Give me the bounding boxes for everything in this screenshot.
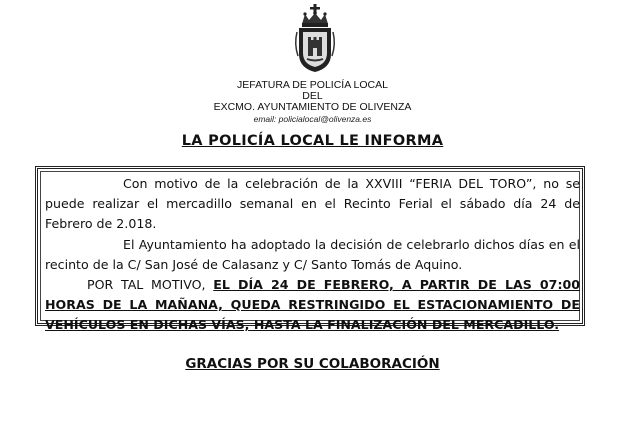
coat-of-arms-icon xyxy=(293,4,337,74)
header-line-department: JEFATURA DE POLICÍA LOCAL xyxy=(237,79,388,91)
notice-paragraph-3-intro: POR TAL MOTIVO, xyxy=(87,277,214,292)
notice-paragraph-2: El Ayuntamiento ha adoptado la decisión de celebrarlo dichos días en el recinto de la C/ San José de Calasanz y C/ Santo Tomás de Aquino. xyxy=(45,237,580,272)
closing-message: GRACIAS POR SU COLABORACIÓN xyxy=(185,356,440,372)
header-line-city-council: EXCMO. AYUNTAMIENTO DE OLIVENZA xyxy=(213,101,412,113)
notice-parking-restriction: EL DÍA 24 DE FEBRERO, A PARTIR DE LAS 07:00 HORAS DE LA MAÑANA, QUEDA RESTRINGIDO EL ESTACIONAMIENTO DE VEHÍCULOS EN DICHAS VÍAS, HASTA LA FINALIZACIÓN DEL MERCADILLO. xyxy=(45,277,581,332)
notice-paragraph-1: Con motivo de la celebración de la XXVIII “FERIA DEL TORO”, no se puede realizar el mercadillo semanal en el Recinto Ferial el sábado día 24 de Febrero de 2.018. xyxy=(45,176,580,231)
notice-paragraph-3 xyxy=(45,275,580,335)
page-title: LA POLICÍA LOCAL LE INFORMA xyxy=(181,133,444,149)
header-line-connector: DEL xyxy=(302,90,323,102)
header-email: email: policialocal@olivenza.es xyxy=(253,114,372,124)
